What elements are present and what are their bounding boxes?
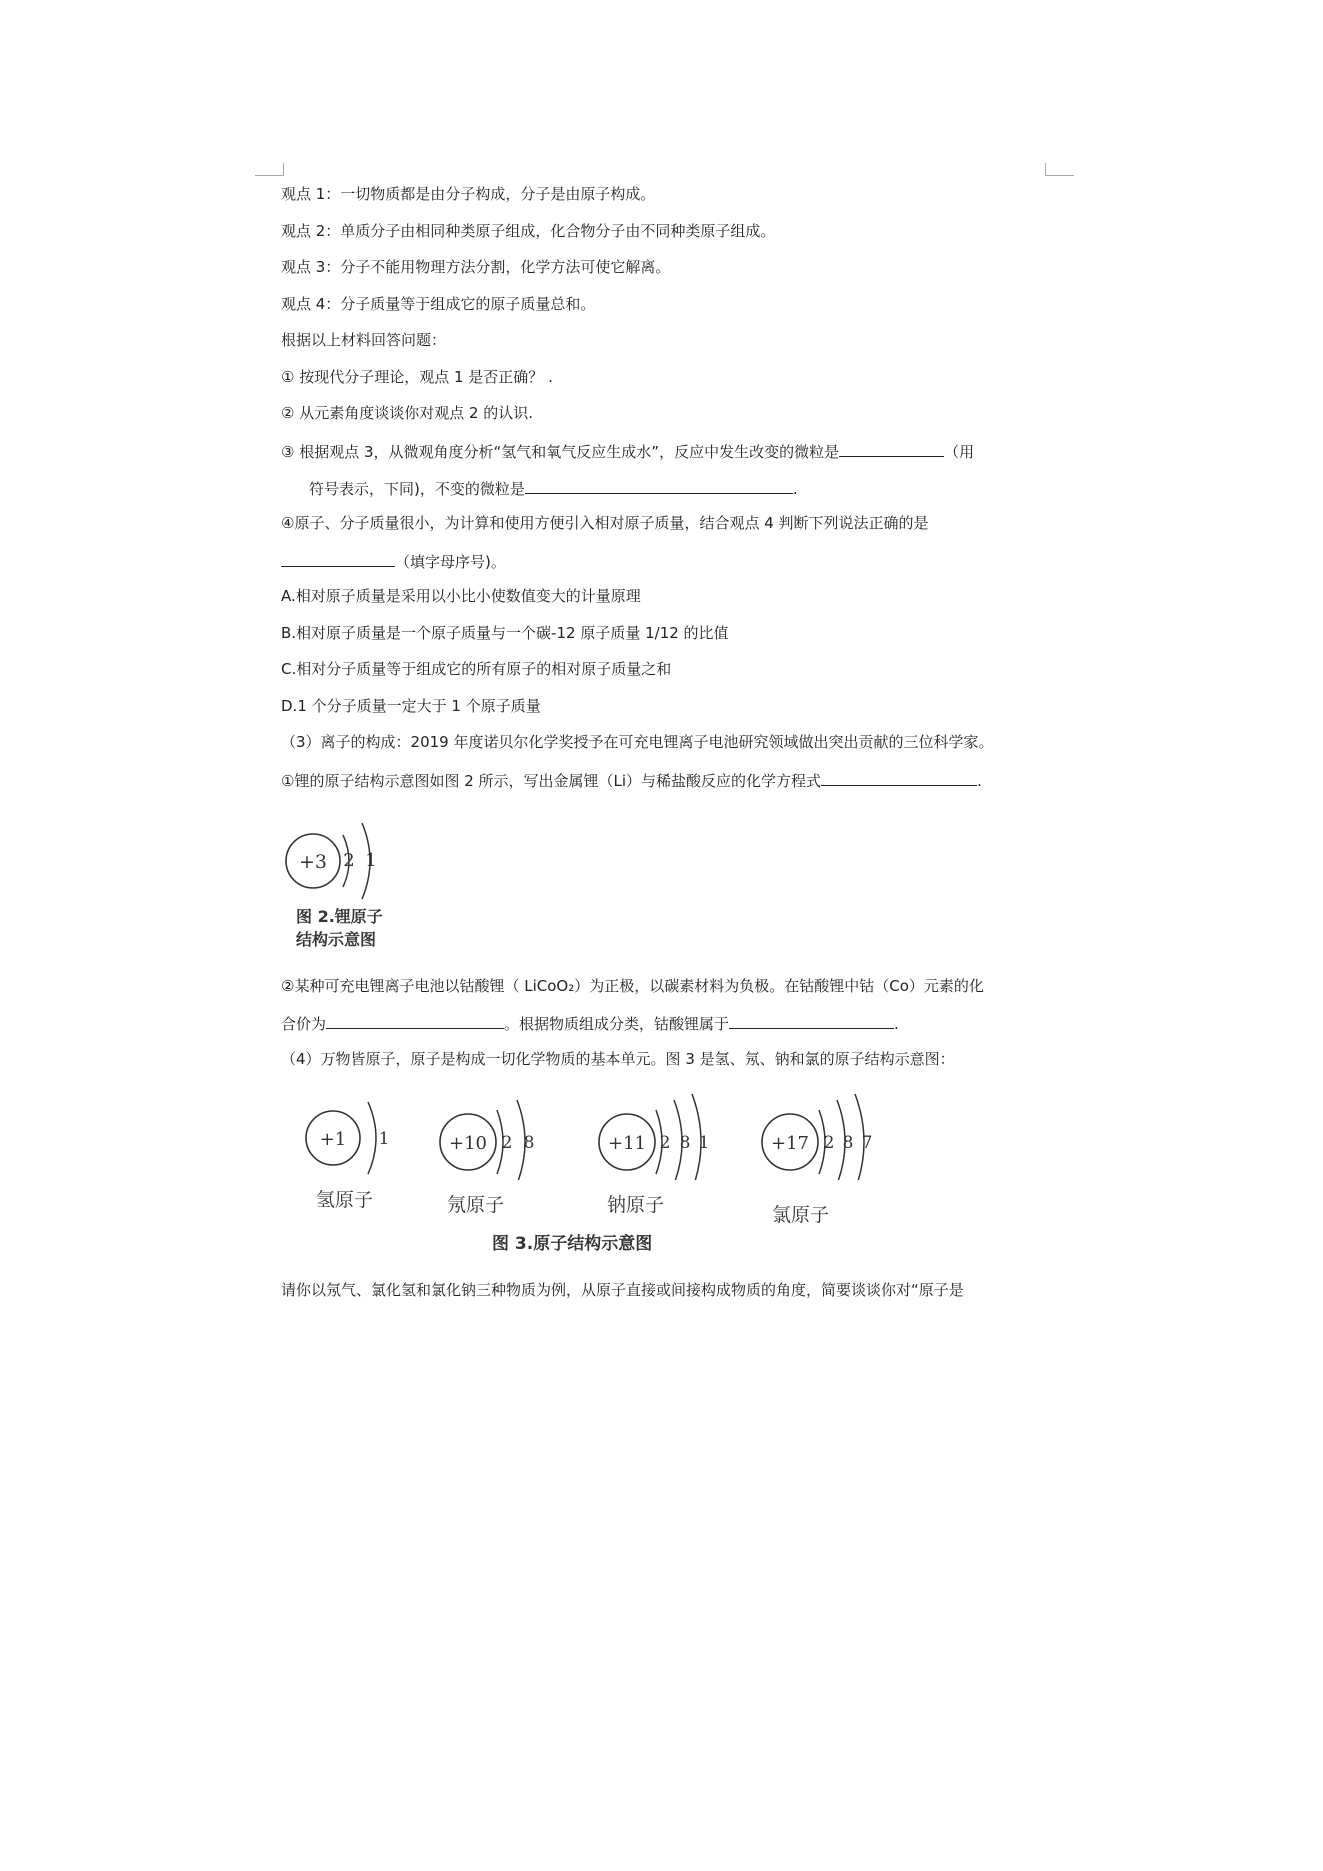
question-3-end: . bbox=[792, 480, 798, 498]
shell-electron-count: 2 bbox=[343, 850, 355, 871]
question-4-line-1: ④原子、分子质量很小，为计算和使用方便引入相对原子质量，结合观点 4 判断下列说法正确的是 bbox=[281, 514, 929, 532]
part-3-heading: （3）离子的构成：2019 年度诺贝尔化学奖授予在可充电锂离子电池研究领域做出突出贡献的三位科学家。 bbox=[281, 733, 994, 751]
neon-atom-label: 氖原子 bbox=[447, 1194, 505, 1216]
valence-text: 合价为 bbox=[281, 1015, 327, 1033]
question-3-text-2: 符号表示，下同)，不变的微粒是 bbox=[309, 480, 525, 498]
answer-blank[interactable] bbox=[525, 477, 793, 494]
part-3-question-1-text: ①锂的原子结构示意图如图 2 所示，写出金属锂（Li）与稀盐酸反应的化学方程式 bbox=[281, 772, 822, 790]
shell-electron-count: 2 bbox=[823, 1133, 835, 1153]
shell-electron-count: 1 bbox=[365, 850, 377, 871]
chlorine-atom-label: 氯原子 bbox=[772, 1204, 830, 1226]
part-3-question-2-line-1: ②某种可充电锂离子电池以钴酸锂（ LiCoO₂）为正极，以碳素材料为负极。在钴酸锂中钴（Co）元素的化 bbox=[281, 977, 984, 995]
part-3-question-1 bbox=[281, 769, 982, 791]
question-3-line-1 bbox=[281, 440, 974, 462]
question-2-line: ② 从元素角度谈谈你对观点 2 的认识. bbox=[281, 404, 534, 422]
margin-mark-top-right bbox=[1045, 163, 1074, 176]
answer-blank[interactable] bbox=[839, 440, 944, 457]
neon-atom bbox=[440, 1100, 534, 1180]
sodium-atom bbox=[599, 1094, 709, 1180]
question-3-line-2 bbox=[309, 477, 798, 499]
nucleus-charge: +3 bbox=[298, 851, 328, 873]
figure-2-caption-line-1: 图 2.锂原子 bbox=[296, 907, 383, 926]
answer-blank[interactable] bbox=[729, 1012, 894, 1029]
question-4-suffix: （填字母序号)。 bbox=[395, 553, 506, 571]
option-c: C.相对分子质量等于组成它的所有原子的相对原子质量之和 bbox=[281, 660, 672, 678]
view-2-line: 观点 2：单质分子由相同种类原子组成，化合物分子由不同种类原子组成。 bbox=[281, 222, 776, 240]
question-1-line: ① 按现代分子理论，观点 1 是否正确？ . bbox=[281, 368, 553, 386]
question-3-text: ③ 根据观点 3，从微观角度分析“氢气和氧气反应生成水”，反应中发生改变的微粒是 bbox=[281, 443, 840, 461]
figure-3-caption: 图 3.原子结构示意图 bbox=[492, 1234, 653, 1254]
shell-electron-count: 7 bbox=[861, 1133, 873, 1153]
hydrogen-atom-label: 氢原子 bbox=[316, 1189, 374, 1211]
margin-mark-top-left bbox=[255, 163, 284, 176]
answer-blank[interactable] bbox=[821, 769, 977, 786]
part-4-heading: （4）万物皆原子，原子是构成一切化学物质的基本单元。图 3 是氢、氖、钠和氯的原子结构示意图： bbox=[281, 1050, 955, 1068]
answer-blank[interactable] bbox=[326, 1012, 504, 1029]
option-b: B.相对原子质量是一个原子质量与一个碳-12 原子质量 1/12 的比值 bbox=[281, 624, 729, 642]
shell-electron-count: 2 bbox=[659, 1133, 671, 1153]
classification-end: . bbox=[894, 1015, 899, 1033]
shell-electron-count: 1 bbox=[698, 1133, 710, 1153]
final-question-line: 请你以氖气、氯化氢和氯化钠三种物质为例，从原子直接或间接构成物质的角度，简要谈谈你对“原子是 bbox=[281, 1281, 964, 1299]
part-3-question-2-line-2 bbox=[281, 1012, 899, 1034]
answer-prompt-line: 根据以上材料回答问题： bbox=[281, 331, 447, 349]
lithium-atom-diagram bbox=[280, 805, 400, 915]
shell-electron-count: 1 bbox=[378, 1129, 390, 1149]
figure-2-caption-line-2: 结构示意图 bbox=[296, 930, 377, 949]
part-3-question-1-end: . bbox=[977, 772, 982, 790]
shell-electron-count: 8 bbox=[523, 1133, 535, 1153]
question-4-line-2 bbox=[281, 550, 506, 572]
answer-blank[interactable] bbox=[281, 550, 395, 567]
hydrogen-atom-diagram bbox=[300, 1090, 900, 1180]
nucleus-charge: +10 bbox=[449, 1133, 487, 1154]
view-3-line: 观点 3：分子不能用物理方法分割，化学方法可使它解离。 bbox=[281, 258, 671, 276]
shell-electron-count: 8 bbox=[679, 1133, 691, 1153]
chlorine-atom bbox=[762, 1094, 872, 1180]
view-4-line: 观点 4：分子质量等于组成它的原子质量总和。 bbox=[281, 295, 596, 313]
nucleus-charge: +17 bbox=[771, 1133, 809, 1154]
shell-electron-count: 8 bbox=[842, 1133, 854, 1153]
sodium-atom-label: 钠原子 bbox=[607, 1194, 665, 1216]
shell-electron-count: 2 bbox=[501, 1133, 513, 1153]
electron-shell-arc bbox=[368, 1102, 376, 1174]
view-1-line: 观点 1：一切物质都是由分子构成，分子是由原子构成。 bbox=[281, 185, 656, 203]
question-3-suffix: （用 bbox=[944, 443, 975, 461]
classification-text: 。根据物质组成分类，钴酸锂属于 bbox=[504, 1015, 730, 1033]
hydrogen-atom bbox=[306, 1102, 389, 1174]
option-a: A.相对原子质量是采用以小比小使数值变大的计量原理 bbox=[281, 587, 641, 605]
nucleus-charge: +1 bbox=[319, 1129, 347, 1150]
option-d: D.1 个分子质量一定大于 1 个原子质量 bbox=[281, 697, 541, 715]
nucleus-charge: +11 bbox=[608, 1133, 646, 1154]
